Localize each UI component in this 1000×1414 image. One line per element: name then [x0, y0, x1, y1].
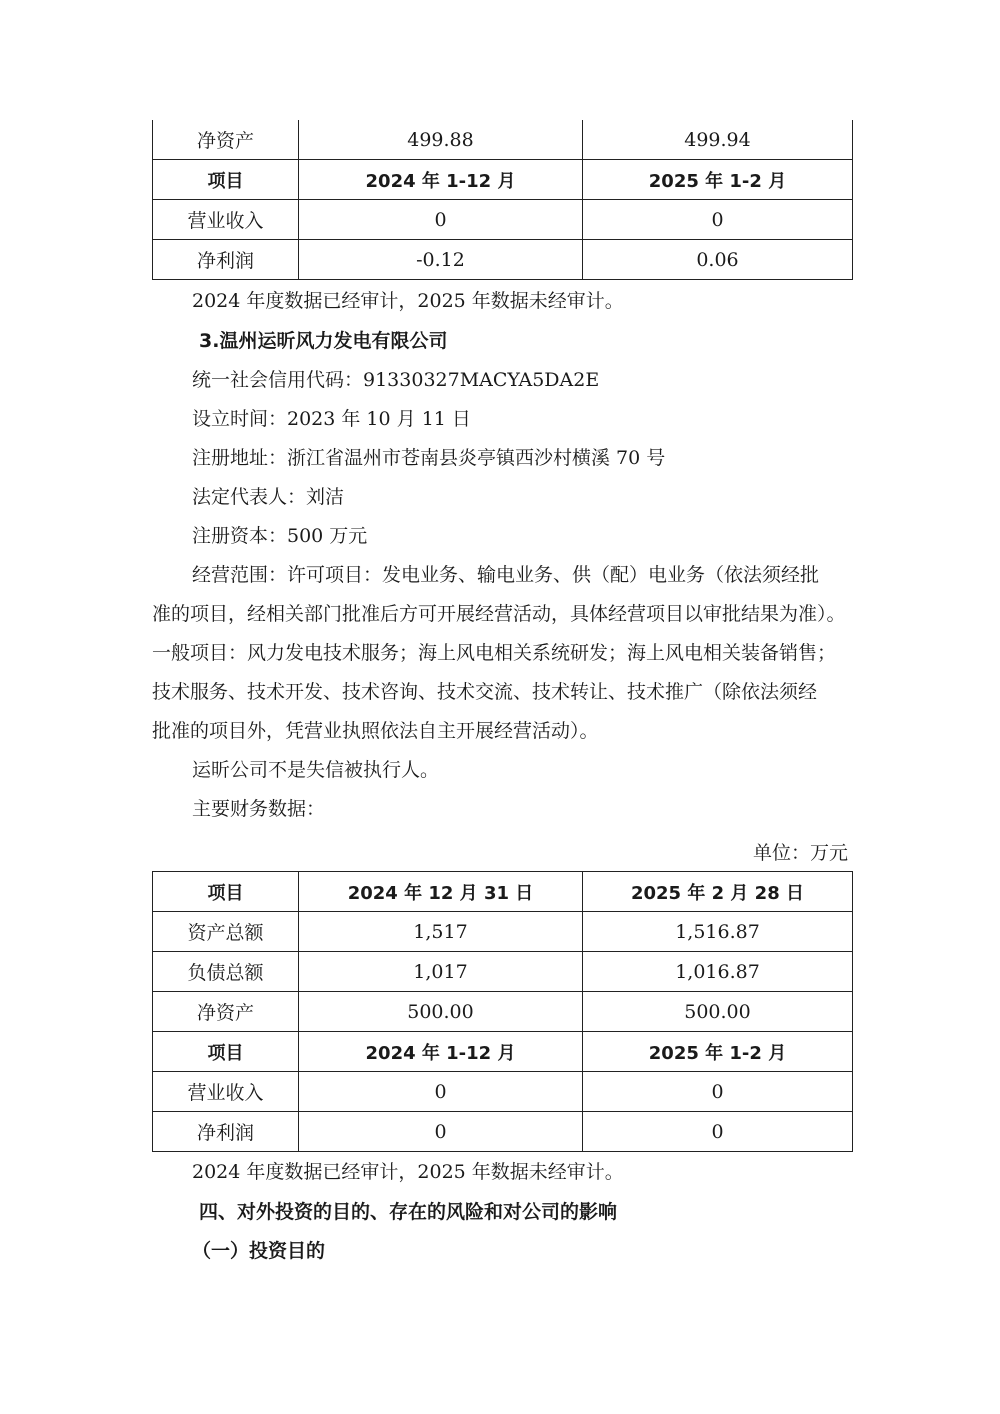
- value-cell: 2025 年 1-2 月: [583, 1032, 853, 1072]
- table-row: [153, 992, 853, 1032]
- business-scope-line: 技术服务、技术开发、技术咨询、技术交流、技术转让、技术推广（除依法须经: [152, 681, 818, 703]
- value-cell: 1,017: [299, 952, 583, 992]
- row-label-cell: 项目: [153, 160, 299, 200]
- business-scope-line: 经营范围：许可项目：发电业务、输电业务、供（配）电业务（依法须经批: [192, 564, 820, 586]
- dishonest-status: 运昕公司不是失信被执行人。: [192, 759, 440, 781]
- audit-note: 2024 年度数据已经审计，2025 年数据未经审计。: [192, 1161, 624, 1183]
- table-header-row: [153, 160, 853, 200]
- table-row: [153, 200, 853, 240]
- value-cell: 1,516.87: [583, 912, 853, 952]
- value-cell: -0.12: [299, 240, 583, 280]
- row-label-cell: 负债总额: [153, 952, 299, 992]
- row-label-cell: 营业收入: [153, 1072, 299, 1112]
- registered-capital: 注册资本：500 万元: [192, 525, 368, 547]
- table-row: [153, 912, 853, 952]
- table-header-row: [153, 1032, 853, 1072]
- company-heading: 3.温州运昕风力发电有限公司: [199, 330, 448, 352]
- row-label-cell: 净资产: [153, 120, 299, 160]
- established-date: 设立时间：2023 年 10 月 11 日: [192, 408, 471, 430]
- table-row: [153, 1072, 853, 1112]
- row-label-cell: 营业收入: [153, 200, 299, 240]
- value-cell: 0: [583, 200, 853, 240]
- row-label-cell: 资产总额: [153, 912, 299, 952]
- business-scope-line: 批准的项目外，凭营业执照依法自主开展经营活动）。: [152, 720, 599, 742]
- value-cell: 2024 年 1-12 月: [299, 1032, 583, 1072]
- row-label-cell: 净资产: [153, 992, 299, 1032]
- value-cell: 499.94: [583, 120, 853, 160]
- business-scope-line: 一般项目：风力发电技术服务；海上风电相关系统研发；海上风电相关装备销售；: [152, 642, 837, 664]
- value-cell: 0: [299, 1072, 583, 1112]
- row-label-cell: 净利润: [153, 1112, 299, 1152]
- table-row: [153, 240, 853, 280]
- section-heading: 四、对外投资的目的、存在的风险和对公司的影响: [199, 1201, 618, 1223]
- financial-table-body: [153, 120, 853, 280]
- value-cell: 2025 年 2 月 28 日: [583, 872, 853, 912]
- row-label-cell: 项目: [153, 1032, 299, 1072]
- row-label-cell: 项目: [153, 872, 299, 912]
- unit-label: 单位：万元: [752, 842, 848, 864]
- value-cell: 1,016.87: [583, 952, 853, 992]
- table-row: [153, 1112, 853, 1152]
- value-cell: 2024 年 12 月 31 日: [299, 872, 583, 912]
- financial-table-body: [153, 872, 853, 1152]
- value-cell: 2024 年 1-12 月: [299, 160, 583, 200]
- value-cell: 1,517: [299, 912, 583, 952]
- business-scope-line: 准的项目，经相关部门批准后方可开展经营活动，具体经营项目以审批结果为准）。: [152, 603, 846, 625]
- value-cell: 499.88: [299, 120, 583, 160]
- financial-data-intro: 主要财务数据：: [192, 798, 326, 820]
- legal-representative: 法定代表人：刘洁: [192, 486, 345, 508]
- row-label-cell: 净利润: [153, 240, 299, 280]
- table-row: [153, 120, 853, 160]
- value-cell: 0: [299, 1112, 583, 1152]
- value-cell: 0: [583, 1072, 853, 1112]
- subsection-heading: （一）投资目的: [192, 1240, 326, 1262]
- audit-note: 2024 年度数据已经审计，2025 年数据未经审计。: [192, 290, 624, 312]
- table-header-row: [153, 872, 853, 912]
- value-cell: 0: [299, 200, 583, 240]
- value-cell: 2025 年 1-2 月: [583, 160, 853, 200]
- financial-table-continued: [152, 120, 853, 280]
- credit-code: 统一社会信用代码：91330327MACYA5DA2E: [192, 369, 600, 391]
- registered-address: 注册地址：浙江省温州市苍南县炎亭镇西沙村横溪 70 号: [192, 447, 666, 469]
- value-cell: 0: [583, 1112, 853, 1152]
- table-row: [153, 952, 853, 992]
- value-cell: 500.00: [583, 992, 853, 1032]
- financial-table: [152, 871, 853, 1152]
- value-cell: 0.06: [583, 240, 853, 280]
- value-cell: 500.00: [299, 992, 583, 1032]
